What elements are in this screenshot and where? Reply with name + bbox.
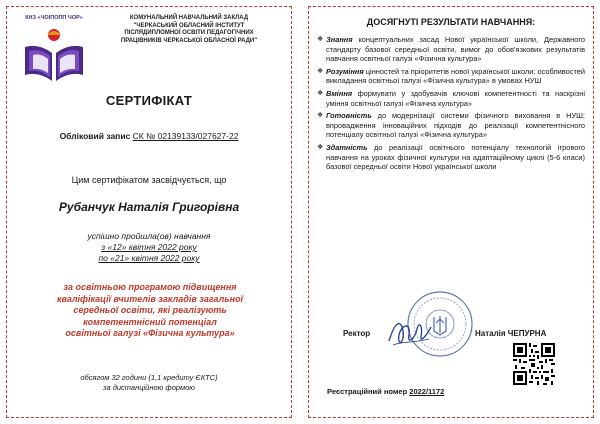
confirmation-text: Цим сертифікатом засвідчується, що: [71, 175, 227, 185]
program-description: [25, 282, 275, 340]
logo-caption: КНЗ «ЧОІПОПП ЧОР»: [25, 15, 83, 21]
hours-and-form: [7, 373, 291, 393]
result-text: цінностей та пріоритетів нової української школи; особливостей викладання освітньої галузі «Фізична культура» в умовах НУШ: [326, 66, 585, 86]
regnum-value: 2022/1172: [409, 387, 445, 396]
registration-record: [7, 131, 291, 141]
bullet-icon: ❖: [317, 36, 324, 43]
result-text: до модернізації системи фізичного виховання в НУШ; впровадження інноваційних підходів до реалізації компетентнісного потенціалу освітньої галузі «Фізична культура»: [326, 111, 585, 140]
bullet-icon: ❖: [317, 143, 324, 151]
institute-logo: [17, 15, 91, 85]
bullet-icon: ❖: [317, 67, 324, 75]
org-line: ПРАЦІВНИКІВ ЧЕРКАСЬКОЇ ОБЛАСНОЇ РАДИ": [120, 37, 258, 44]
results-title: ДОСЯГНУТІ РЕЗУЛЬТАТИ НАВЧАННЯ:: [366, 17, 536, 27]
result-item: [317, 35, 585, 64]
result-term: Знання: [326, 35, 353, 44]
organization-name: [93, 15, 285, 45]
result-item: [317, 143, 585, 172]
rector-label: Ректор: [343, 329, 371, 338]
org-line: КОМУНАЛЬНИЙ НАВЧАЛЬНИЙ ЗАКЛАД: [129, 15, 249, 21]
rector-name: Наталія ЧЕПУРНА: [475, 329, 547, 338]
certificate-back-page: [308, 6, 594, 418]
certificate-front-page: [6, 6, 292, 418]
result-term: Розуміння: [326, 66, 364, 76]
result-term: Вміння: [326, 88, 353, 98]
period-line: успішно пройшла(ов) навчання: [87, 231, 211, 241]
form-line: за дистанційною формою: [103, 383, 195, 392]
rector-signature-icon: [385, 315, 435, 351]
program-line: освітньої галузі «Фізична культура»: [65, 328, 235, 339]
hours-line: обсягом 32 години (1,1 кредиту ЄКТС): [80, 373, 218, 382]
period-to: по «21» квітня 2022 року: [98, 253, 200, 263]
period-from: з «12» квітня 2022 року: [101, 242, 197, 252]
result-item: [317, 89, 585, 108]
regnum-label: Реєстраційний номер: [327, 387, 408, 396]
results-list: [317, 35, 585, 175]
registration-number: [327, 387, 444, 396]
result-item: [317, 67, 585, 86]
result-text: до реалізації освітнього потенціалу технологій ігрового навчання на уроках фізичної культури на адаптаційному циклі (5-6 класи) базової середньої освіти Нової української школи: [326, 142, 585, 172]
registration-label: Обліковий запис: [59, 131, 131, 141]
program-line: кваліфікації вчителів закладів загальної: [56, 293, 244, 304]
bullet-icon: ❖: [317, 89, 324, 97]
book-logo-icon: [17, 23, 91, 85]
registration-value: СК № 02139133/027627-22: [132, 131, 239, 141]
program-line: компетентнісний потенціал: [83, 316, 217, 327]
org-line: ПІСЛЯДИПЛОМНОЇ ОСВІТИ ПЕДАГОГІЧНИХ: [124, 30, 254, 37]
bullet-icon: ❖: [317, 112, 324, 120]
qr-code-icon: [513, 343, 555, 385]
result-term: Готовність: [326, 111, 372, 121]
training-period: [7, 231, 291, 264]
result-text: формувати у здобувачів ключові компетентності та наскрізні уміння освітньої галузі «Фізична культура»: [326, 88, 585, 108]
recipient-name: Рубанчук Наталія Григорівна: [58, 200, 240, 214]
result-term: Здатність: [326, 142, 368, 152]
program-line: середньої освіти, які реалізують: [73, 305, 227, 316]
result-text: концептуальних засад Нової української школи, Державного стандарту базової середньої освіти, вимог до обов'язкових результатів навчання освітньої галузі «Фізична культура»: [326, 35, 585, 64]
certificate-title: СЕРТИФІКАТ: [105, 93, 193, 108]
program-line: за освітньою програмою підвищення: [63, 282, 237, 292]
org-line: "ЧЕРКАСЬКИЙ ОБЛАСНИЙ ІНСТИТУТ: [133, 22, 245, 29]
result-item: [317, 111, 585, 140]
